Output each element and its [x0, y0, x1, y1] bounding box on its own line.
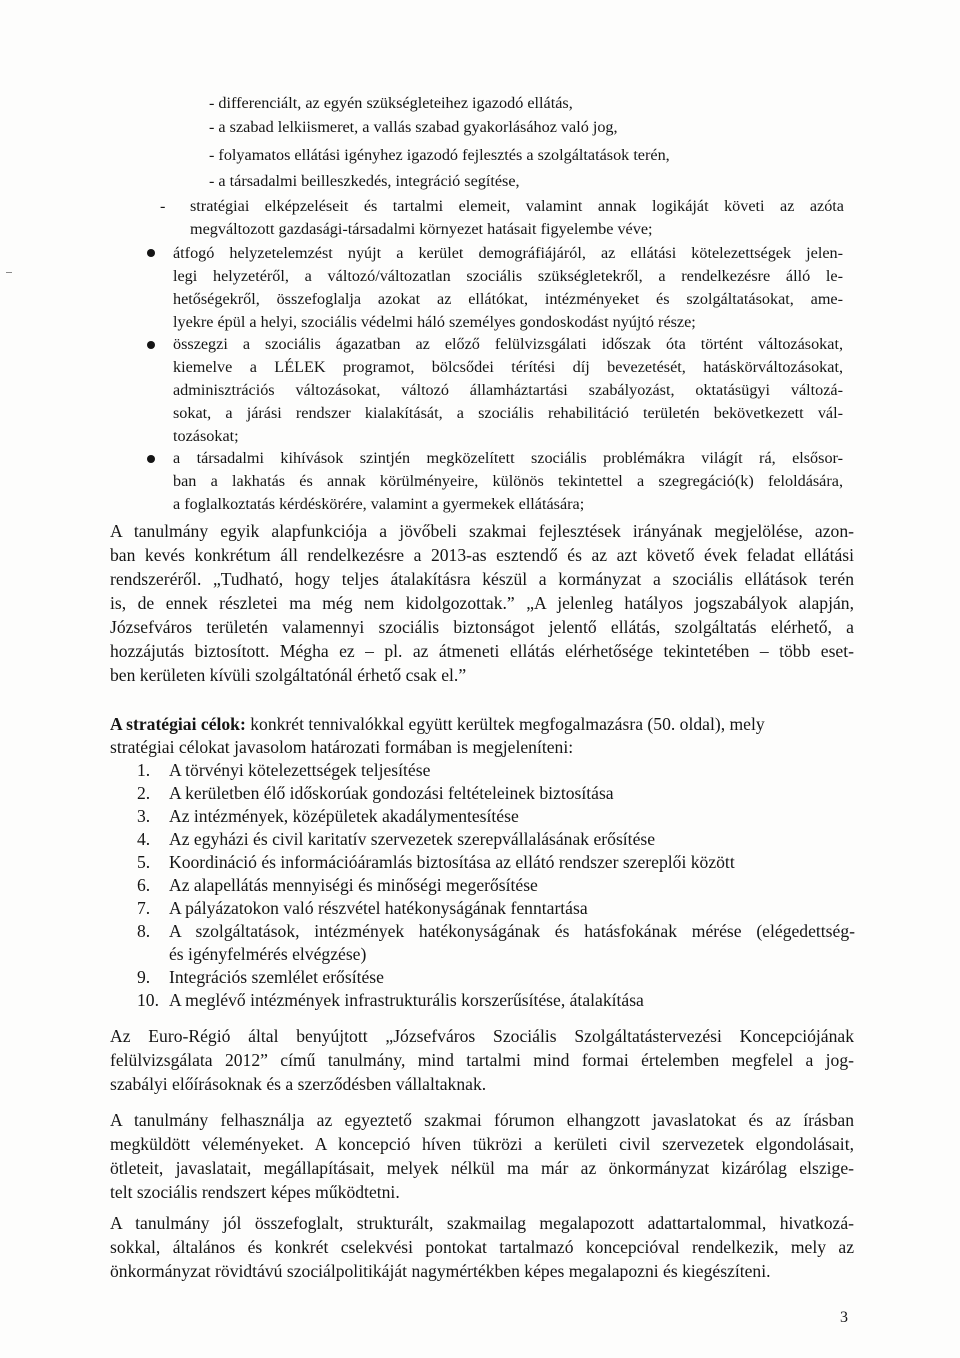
paragraph-line: A tanulmány jól összefoglalt, strukturált, szakmailag megalapozott adattartalommal, hivatkozá-: [110, 1213, 854, 1233]
paragraph-line: szabályi előírásoknak és a szerződésben vállaltaknak.: [110, 1074, 487, 1094]
goals-intro: [110, 713, 765, 735]
strategic-line: megváltozott gazdasági-társadalmi környezet hatásait figyelembe véve;: [190, 220, 653, 238]
paragraph-line: önkormányzat rövidtávú szociálpolitikáját nagymértékben képes megalapozni és kiegészíteni.: [110, 1261, 771, 1281]
goal-text: Koordináció és információáramlás biztosítása az ellátó rendszer szereplői között: [169, 852, 735, 872]
goal-number: 5.: [137, 852, 151, 872]
goal-text: Az alapellátás mennyiségi és minőségi megerősítése: [169, 875, 538, 895]
bullet-line: lyekre épül a helyi, szociális védelmi háló személyes gondoskodást nyújtó része;: [173, 313, 696, 331]
paragraph-line: A tanulmány egyik alapfunkciója a jövőbeli szakmai fejlesztések irányának megjelölése, azon-: [110, 521, 854, 541]
bullet-line: legi helyzetéről, a változó/változatlan szociális szükségletekről, a rendelkezésre álló le-: [173, 267, 843, 285]
goal-text: Az intézmények, középületek akadálymentesítése: [169, 806, 519, 826]
paragraph-line: A tanulmány felhasználja az egyeztető szakmai fórumon elhangzott javaslatokat és az írásban: [110, 1110, 854, 1130]
bullet-icon: [147, 249, 155, 257]
strategic-line: stratégiai elképzeléseit és tartalmi elemeit, valamint annak logikáját követi az azóta: [190, 197, 844, 215]
goal-text-cont: és igényfelmérés elvégzése): [169, 944, 367, 964]
goal-number: 8.: [137, 921, 151, 941]
goals-intro-rest: konkrét tennivalókkal együtt kerültek megfogalmazásra (50. oldal), mely: [245, 714, 765, 734]
bullet-line: kiemelve a LÉLEK programot, bölcsődei térítési díj bevezetését, hatáskörváltozásokat,: [173, 358, 843, 376]
goal-text: A törvényi kötelezettségek teljesítése: [169, 760, 431, 780]
paragraph-line: Az Euro-Régió által benyújtott „Józsefváros Szociális Szolgáltatástervezési Koncepciójának: [110, 1026, 854, 1046]
goal-text: Az egyházi és civil karitatív szervezetek szerepvállalásának erősítése: [169, 829, 656, 849]
dash-item: - a társadalmi beilleszkedés, integráció segítése,: [209, 172, 520, 190]
goal-number: 7.: [137, 898, 151, 918]
dash-item: - folyamatos ellátási igényhez igazodó fejlesztés a szolgáltatások terén,: [209, 146, 670, 164]
bullet-line: összegzi a szociális ágazatban az előző felülvizsgálati időszak óta történt változásokat,: [173, 335, 843, 353]
goals-label: A stratégiai célok:: [110, 714, 246, 734]
goal-number: 3.: [137, 806, 151, 826]
bullet-icon: [147, 341, 155, 349]
dash-item: - differenciált, az egyén szükségleteihez igazodó ellátás,: [209, 94, 573, 112]
bullet-line: sokat, a járási rendszer kialakítását, a szociális rehabilitáció területén bekövetkezett vál-: [173, 404, 843, 422]
bullet-line: átfogó helyzetelemzést nyújt a kerület demográfiájáról, az ellátási kötelezettségek jelen-: [173, 244, 843, 262]
bullet-line: adminisztrációs változásokat, változó államháztartási szabályozást, oktatásügyi változá-: [173, 381, 843, 399]
goal-text: A kerületben élő időskorúak gondozási feltételeinek biztosítása: [169, 783, 614, 803]
dash-item: - a szabad lelkiismeret, a vallás szabad gyakorlásához való jog,: [209, 118, 618, 136]
paragraph-line: is, de ennek részletei ma még nem kidolgozottak.” „A jelenleg hatályos jogszabályok alapján,: [110, 593, 854, 613]
goal-number: 10.: [137, 990, 159, 1010]
paragraph-line: sokkal, általános és konkrét cselekvési pontokat tartalmazó koncepcióval rendelkezik, mely az: [110, 1237, 854, 1257]
goals-intro-line2: stratégiai célokat javasolom határozati formában is megjeleníteni:: [110, 737, 574, 757]
paragraph-line: megküldött véleményeket. A koncepció híven tükrözi a kerületi civil szervezetek elgondolásait,: [110, 1134, 854, 1154]
goal-number: 6.: [137, 875, 151, 895]
scan-mark: [6, 272, 12, 273]
strategic-dash: -: [160, 197, 166, 215]
bullet-line: a társadalmi kihívások szintjén megközelített szociális problémákra világít rá, elsősor-: [173, 449, 843, 467]
paragraph-line: Józsefváros területén valamennyi szociális biztonságot jelentő ellátás, szolgáltatás elérhető, a: [110, 617, 854, 637]
paragraph-line: ben kerületen kívüli szolgáltatónál érhető csak el.”: [110, 665, 467, 685]
paragraph-line: telt szociális rendszert képes működtetni.: [110, 1182, 400, 1202]
goal-text: A szolgáltatások, intézmények hatékonyságának és hatásfokának mérése (elégedettség-: [169, 921, 855, 941]
bullet-line: ban a lakhatás és annak körülményeire, különös tekintettel a szegregáció(k) feloldására,: [173, 472, 843, 490]
goal-number: 2.: [137, 783, 151, 803]
goal-text: A meglévő intézmények infrastrukturális korszerűsítése, átalakítása: [169, 990, 644, 1010]
paragraph-line: felülvizsgálata 2012” című tanulmány, mind tartalmi mind formai értelemben megfelel a jog-: [110, 1050, 854, 1070]
paragraph-line: rendszeréről. „Tudható, hogy teljes átalakításra készül a kormányzat a szociális ellátások terén: [110, 569, 854, 589]
paragraph-line: hozzájutás biztosított. Mégha ez – pl. az átmeneti ellátás elérhetősége tekintetében – több eset-: [110, 641, 854, 661]
bullet-line: hetőségekről, összefoglalja azokat az ellátókat, intézményeket és szolgáltatásokat, ame-: [173, 290, 843, 308]
bullet-icon: [147, 455, 155, 463]
goal-text: A pályázatokon való részvétel hatékonyságának fenntartása: [169, 898, 588, 918]
page-number: 3: [840, 1309, 848, 1326]
goal-number: 9.: [137, 967, 151, 987]
paragraph-line: ötleteit, javaslatait, megállapításait, melyek nélkül ma már az önkormányzat kizárólag elszige-: [110, 1158, 854, 1178]
paragraph-line: ban kevés konkrétum áll rendelkezésre a 2013-as esztendő és az azt követő évek feladat ellátási: [110, 545, 854, 565]
goal-number: 4.: [137, 829, 151, 849]
bullet-line: a foglalkoztatás kérdéskörére, valamint a gyermekek ellátására;: [173, 495, 585, 513]
goal-text: Integrációs szemlélet erősítése: [169, 967, 384, 987]
goal-number: 1.: [137, 760, 151, 780]
bullet-line: tozásokat;: [173, 427, 239, 445]
